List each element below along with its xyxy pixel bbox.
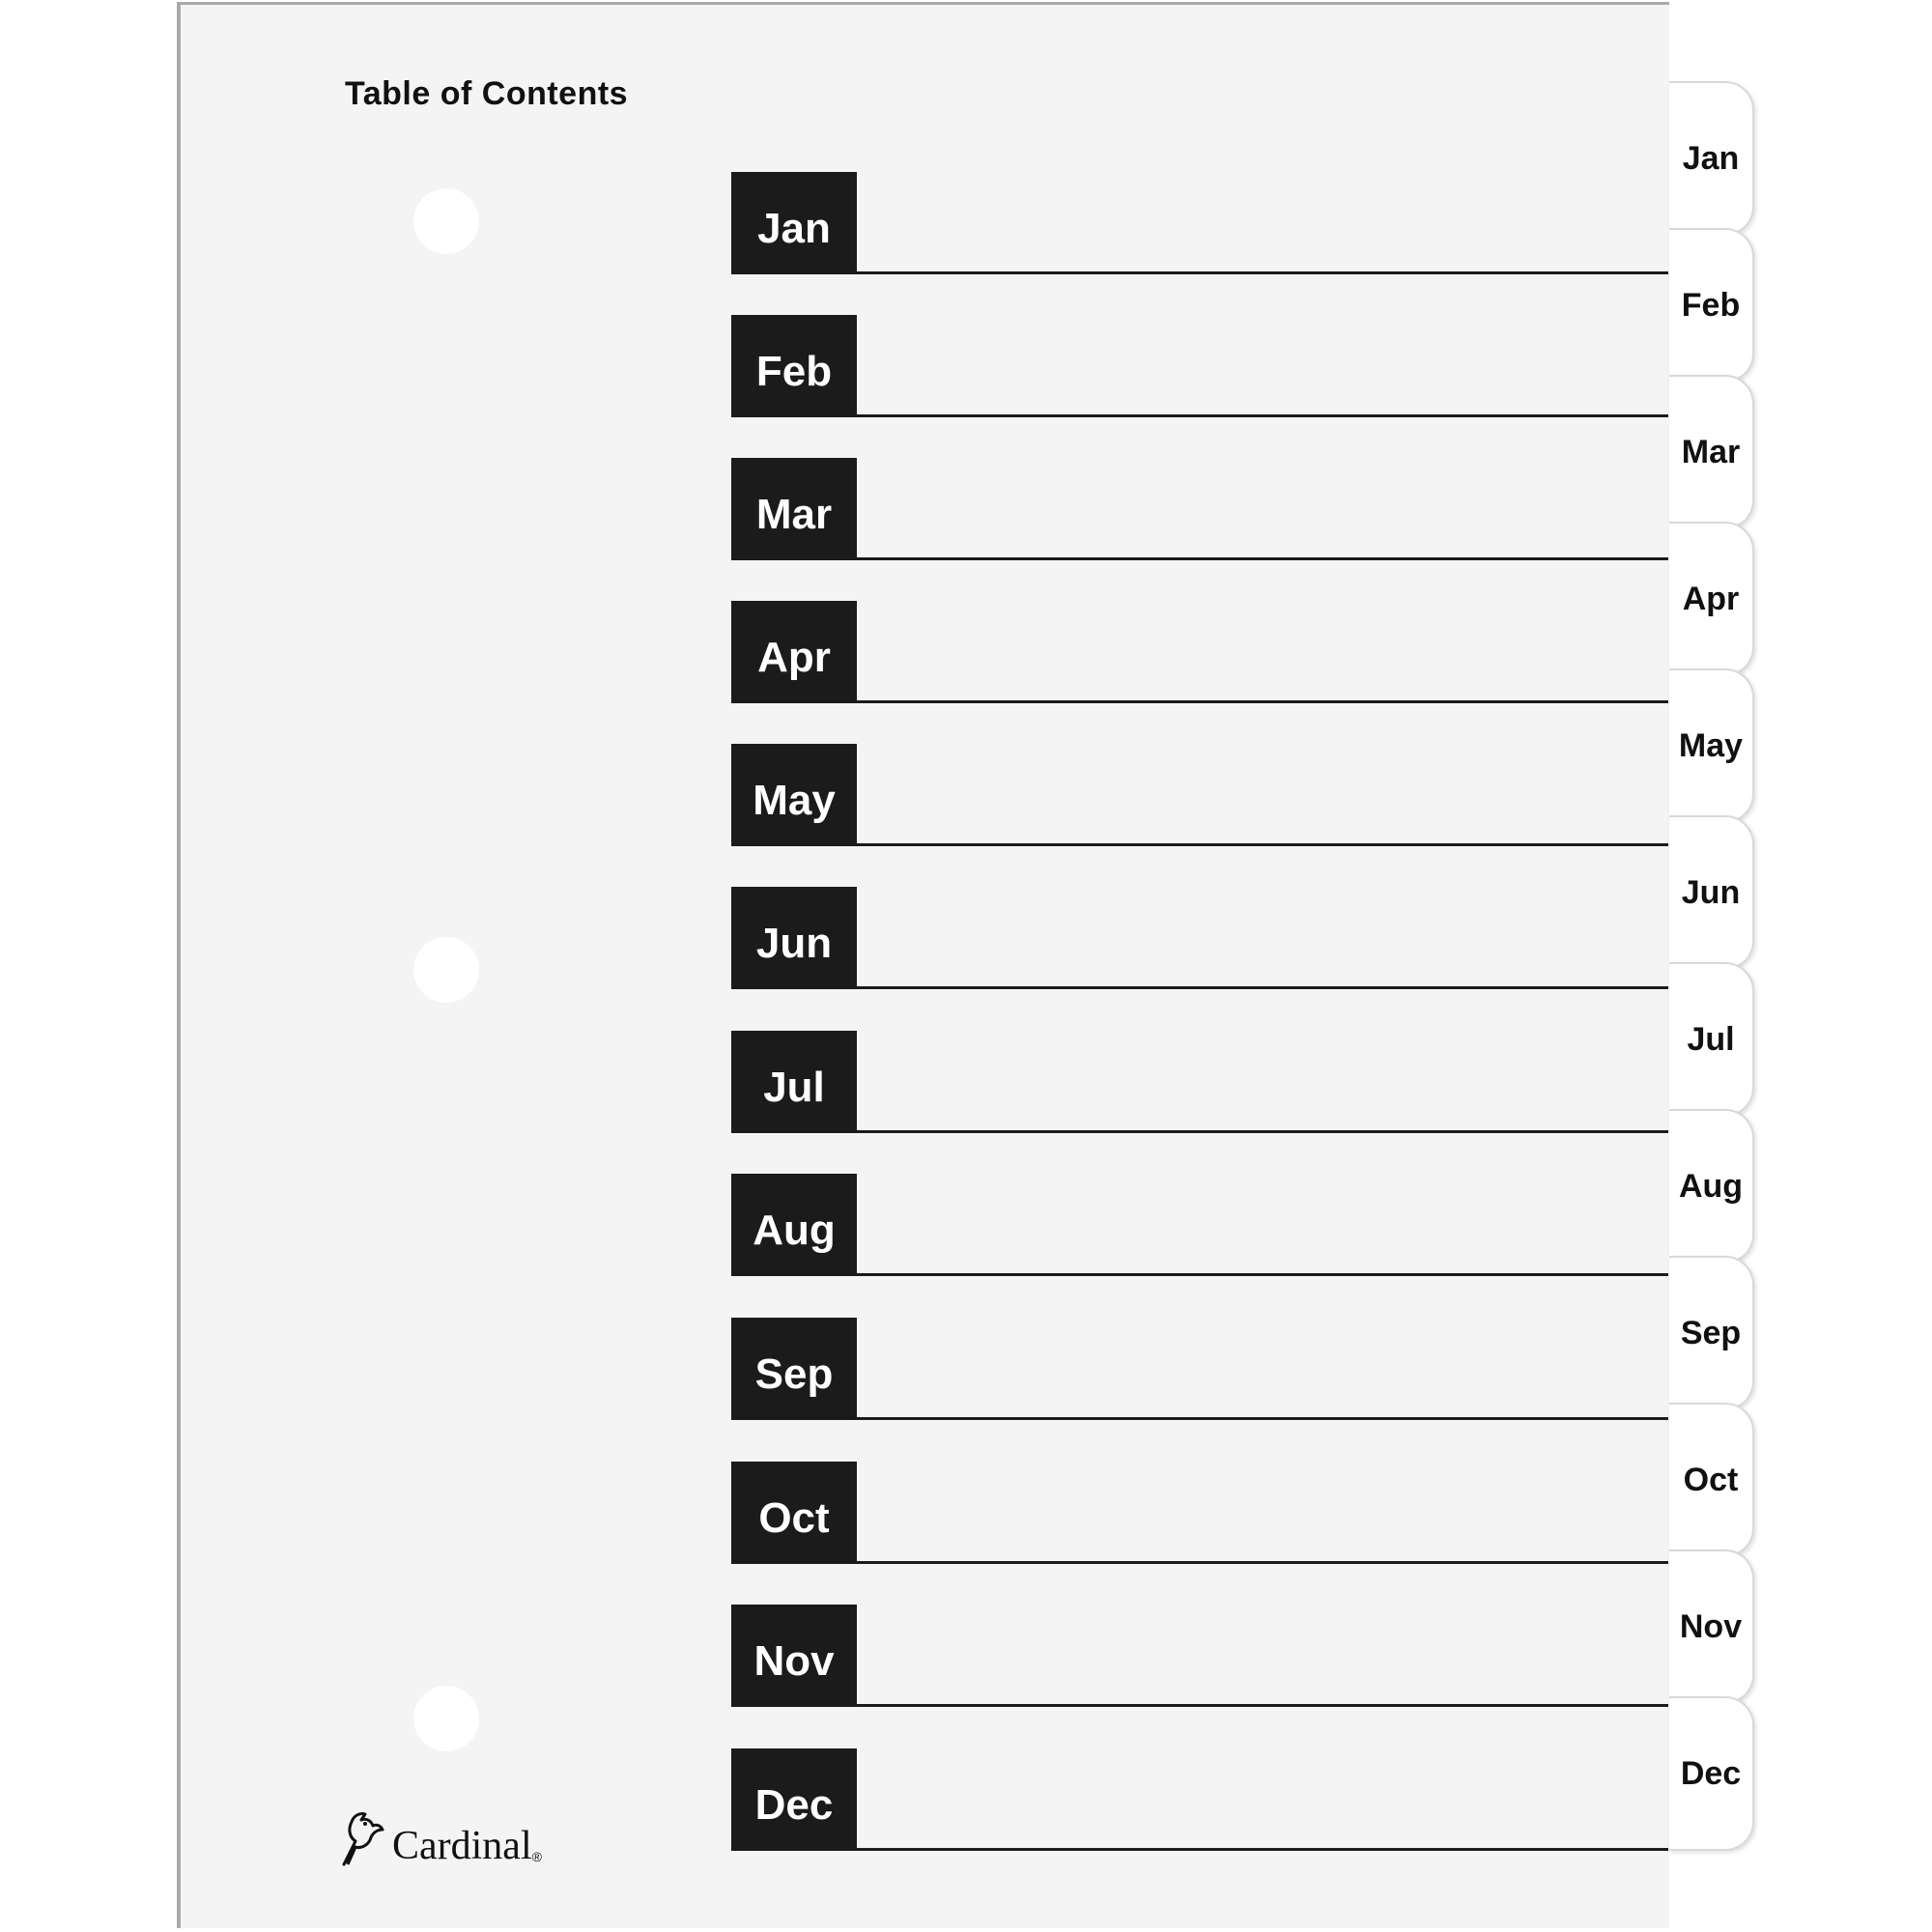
entry-label: Jun	[731, 887, 857, 989]
toc-entry[interactable]	[731, 1605, 1668, 1707]
tab-jun[interactable]	[1669, 815, 1754, 970]
write-on-line	[857, 1417, 1668, 1420]
write-on-line	[857, 1130, 1668, 1133]
tab-mar[interactable]	[1669, 375, 1754, 529]
toc-entry[interactable]	[731, 744, 1668, 846]
write-on-line	[857, 1704, 1668, 1707]
tab-label: Mar	[1681, 433, 1741, 470]
cardinal-bird-icon	[336, 1808, 390, 1866]
write-on-line	[857, 1848, 1668, 1851]
entry-label: Oct	[731, 1462, 857, 1564]
tab-label: Aug	[1678, 1167, 1744, 1205]
write-on-line	[857, 414, 1668, 417]
page-title: Table of Contents	[345, 75, 629, 112]
binder-hole	[413, 188, 479, 254]
write-on-line	[857, 1273, 1668, 1276]
tab-sep[interactable]	[1669, 1256, 1754, 1410]
entry-label: Mar	[731, 458, 857, 560]
binder-hole	[413, 937, 479, 1003]
entry-label: Feb	[731, 315, 857, 417]
toc-entry[interactable]	[731, 1031, 1668, 1133]
toc-entry[interactable]	[731, 601, 1668, 703]
toc-entry[interactable]	[731, 887, 1668, 989]
brand-name: Cardinal	[392, 1824, 532, 1868]
tab-oct[interactable]	[1669, 1403, 1754, 1557]
entry-label: Aug	[731, 1174, 857, 1276]
binder-hole	[413, 1686, 479, 1751]
tab-apr[interactable]	[1669, 522, 1754, 676]
write-on-line	[857, 843, 1668, 846]
toc-entry[interactable]	[731, 458, 1668, 560]
tab-may[interactable]	[1669, 668, 1754, 823]
entry-label: Nov	[731, 1605, 857, 1707]
entry-label: Jan	[731, 172, 857, 274]
entry-label: Jul	[731, 1031, 857, 1133]
tab-label: Apr	[1682, 580, 1740, 617]
tab-label: Oct	[1683, 1461, 1739, 1498]
tab-jul[interactable]	[1669, 962, 1754, 1117]
toc-entry[interactable]	[731, 172, 1668, 274]
write-on-line	[857, 557, 1668, 560]
tab-dec[interactable]	[1669, 1696, 1754, 1851]
tab-label: Jul	[1687, 1020, 1735, 1058]
tab-label: May	[1678, 726, 1744, 764]
tab-label: Sep	[1680, 1314, 1742, 1351]
entry-label: Dec	[731, 1748, 857, 1851]
tab-jan[interactable]	[1669, 81, 1754, 236]
entry-label: May	[731, 744, 857, 846]
tab-label: Dec	[1680, 1754, 1742, 1792]
registered-mark: ®	[531, 1849, 542, 1864]
brand-logo	[336, 1808, 542, 1866]
write-on-line	[857, 700, 1668, 703]
entry-label: Sep	[731, 1318, 857, 1420]
tab-label: Jun	[1681, 873, 1741, 911]
toc-entry[interactable]	[731, 315, 1668, 417]
write-on-line	[857, 271, 1668, 274]
tab-label: Feb	[1681, 286, 1741, 324]
tab-strip	[1669, 58, 1756, 1845]
tab-feb[interactable]	[1669, 228, 1754, 383]
tab-nov[interactable]	[1669, 1549, 1754, 1704]
toc-entry[interactable]	[731, 1748, 1668, 1851]
write-on-line	[857, 986, 1668, 989]
toc-entry[interactable]	[731, 1174, 1668, 1276]
tab-label: Jan	[1682, 139, 1740, 177]
write-on-line	[857, 1561, 1668, 1564]
tab-aug[interactable]	[1669, 1109, 1754, 1264]
entry-label: Apr	[731, 601, 857, 703]
tab-label: Nov	[1679, 1607, 1743, 1645]
toc-entry[interactable]	[731, 1462, 1668, 1564]
toc-entry[interactable]	[731, 1318, 1668, 1420]
